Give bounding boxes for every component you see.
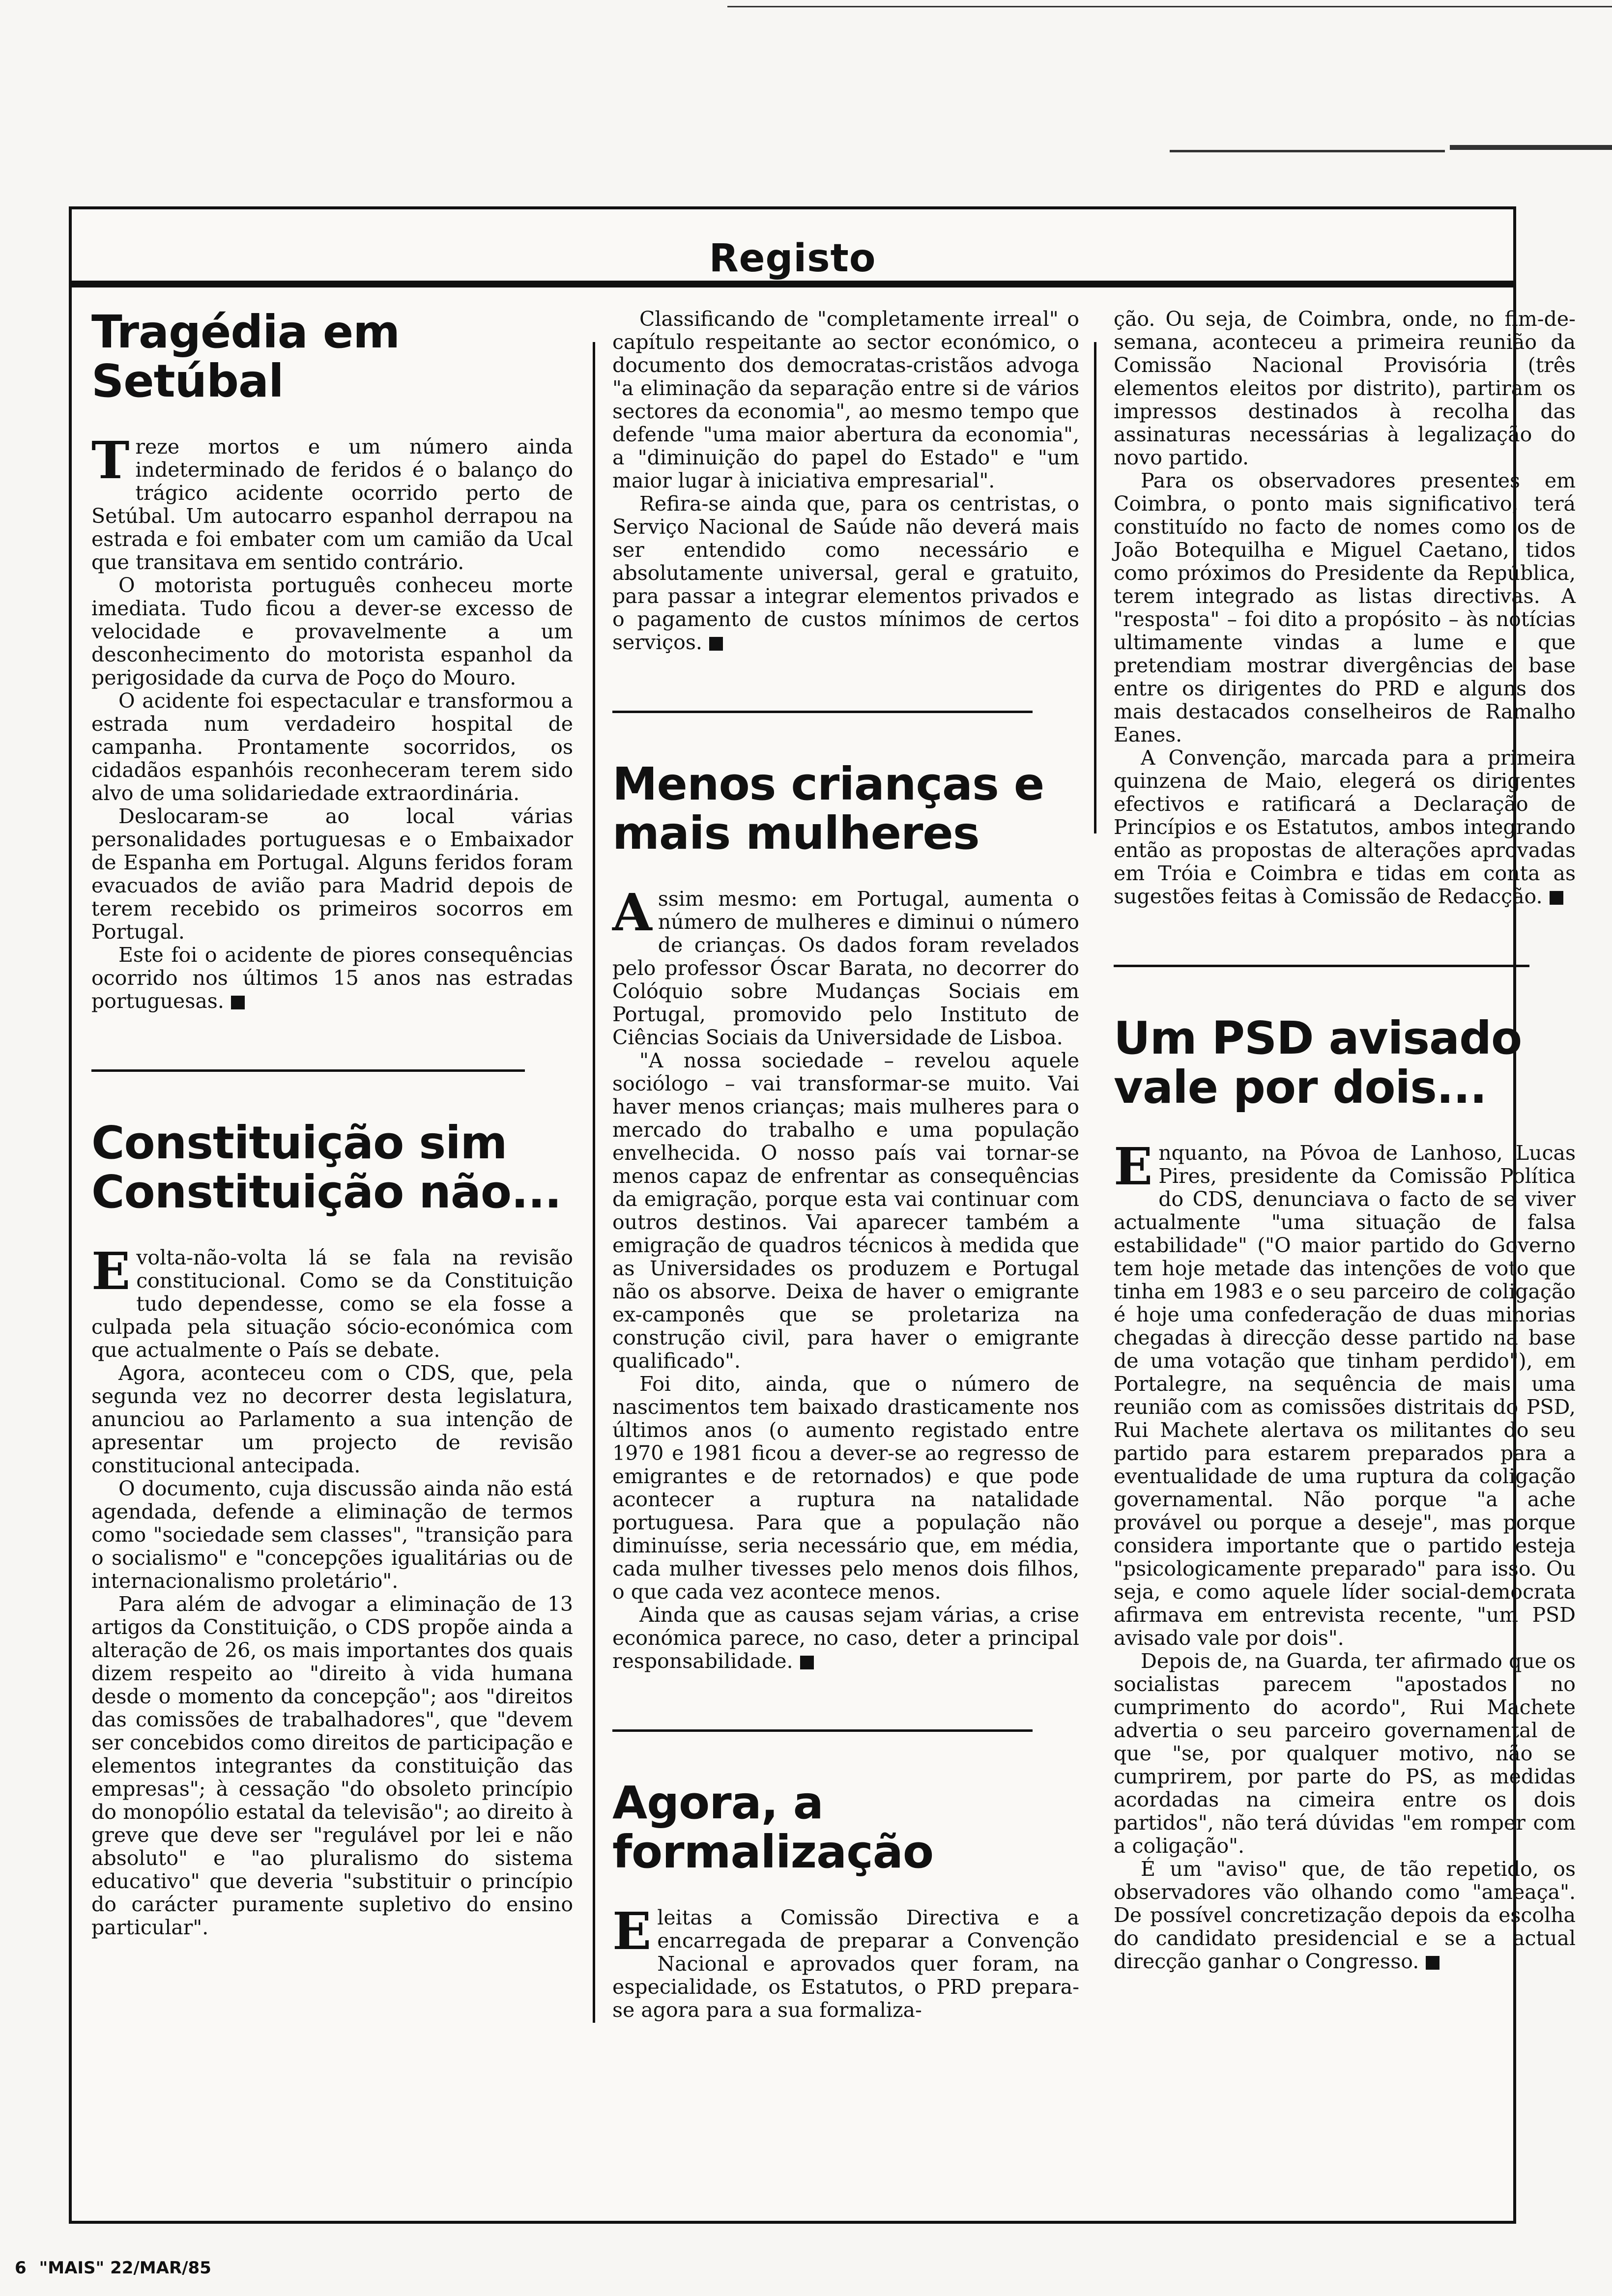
- end-mark-icon: [1426, 1956, 1439, 1970]
- drop-cap: E: [612, 1901, 652, 1961]
- end-mark-icon: [800, 1656, 814, 1669]
- drop-cap: A: [612, 882, 652, 943]
- article-lead: Enquanto, na Póvoa de Lanhoso, Lucas Pires, presidente da Comissão Política do CDS, denunciava o facto de se viver actualmente "uma situação de falsa estabilidade" ("O maior partido do Governo tem hoje metade das intenções de voto que tinha em 1983 e o seu parceiro de coligação é hoje uma confederação de duas minorias chegadas à direcção desse partido na base de uma votação que tinham perdido"), em Portalegre, na sequência de mais uma reunião com as comissões distritais do PSD, Rui Machete alertava os militantes do seu partido para estarem preparados para a eventualidade de uma ruptura da coligação governamental. Não porque "a ache provável ou porque a deseje", mas porque considera importante que o partido esteja "psicologicamente preparado" para isso. Ou seja, e como aquele líder social-democrata afirmava em entrevista recente, "um PSD avisado vale por dois".: [1114, 1136, 1576, 1650]
- article-paragraph: Ainda que as causas sejam várias, a crise económica parece, no caso, deter a principal responsabilidade.: [612, 1603, 1079, 1673]
- header-rule: [72, 281, 1513, 287]
- article-menos-criancas: [612, 760, 1079, 1673]
- section-title: Registo: [709, 236, 876, 281]
- article-paragraph: "A nossa sociedade – revelou aquele sociólogo – vai transformar-se muito. Vai haver menos crianças; mais mulheres para o mercado do trabalho e uma população envelhecida. O nosso país vai tornar-se menos capaz de enfrentar as consequências da emigração, porque esta vai continuar com outros destinos. Vai aparecer também a emigração de quadros técnicos à medida que as Universidades os produzem e Portugal não os absorve. Deixa de haver o emigrante ex-camponês que se proletariza na construção civil, para haver o emigrante qualificado".: [612, 1049, 1079, 1373]
- article-lead: Treze mortos e um número ainda indeterminado de feridos é o balanço do trágico acidente ocorrido perto de Setúbal. Um autocarro espanhol derrapou na estrada e foi embater com um camião da Ucal que transitava em sentido contrário.: [91, 430, 573, 574]
- publication-date: "MAIS" 22/MAR/85: [39, 2258, 211, 2278]
- article-paragraph: Para os observadores presentes em Coimbra, o ponto mais significativo, terá constituído no facto de nomes como os de João Botequilha e Miguel Caetano, tidos como próximos do Presidente da República, terem integrado as listas directivas. A "resposta" – foi dito a propósito – às notícias ultimamente vindas a lume e que pretendiam mostrar divergências de base entre os dirigentes do PRD e alguns dos mais destacados conselheiros de Ramalho Eanes.: [1114, 469, 1576, 746]
- drop-cap: E: [91, 1241, 131, 1301]
- article-lead: Assim mesmo: em Portugal, aumenta o número de mulheres e diminui o número de crianças. Os dados foram revelados pelo professor Óscar Barata, no decorrer do Colóquio sobre Mudanças Sociais em Portugal, promovido pelo Instituto de Ciências Sociais da Universidade de Lisboa.: [612, 882, 1079, 1049]
- scan-artifact-line: [1170, 150, 1445, 152]
- column-1: [91, 298, 573, 1939]
- article-paragraph: ção. Ou seja, de Coimbra, onde, no fim-de-semana, aconteceu a primeira reunião da Comissão Nacional Provisória (três elementos eleitos por distrito), partiram os impressos destinados à recolha das assinaturas necessárias à legalização do novo partido.: [1114, 307, 1576, 469]
- column-divider: [593, 342, 595, 2023]
- article-separator: [91, 1069, 525, 1072]
- article-paragraph: Foi dito, ainda, que o número de nascimentos tem baixado drasticamente nos últimos anos (o aumento registado entre 1970 e 1981 ficou a dever-se ao regresso de emigrantes e de retornados) e que pode acontecer a ruptura na natalidade portuguesa. Para que a população não diminuísse, seria necessário que, em média, cada mulher tivesses pelo menos dois filhos, o que cada vez acontece menos.: [612, 1372, 1079, 1604]
- article-separator: [612, 711, 1033, 713]
- article-paragraph: O motorista português conheceu morte imediata. Tudo ficou a dever-se excesso de velocidade e provavelmente a um desconhecimento do motorista espanhol da perigosidade da curva de Poço do Mouro.: [91, 574, 573, 689]
- article-paragraph: Para além de advogar a eliminação de 13 artigos da Constituição, o CDS propõe ainda a alteração de 26, os mais importantes dos quais dizem respeito ao "direito à vida humana desde o momento da concepção"; aos "direitos das comissões de trabalhadores", que "devem ser concebidos como direitos de participação e elementos integrantes da constituição das empresas"; à cessação "do obsoleto princípio do monopólio estatal da televisão"; ao direito à greve que deve ser "regulável por lei e não absoluto" e "ao pluralismo do sistema educativo" que deveria "substituir o princípio do carácter puramente supletivo do ensino particular".: [91, 1592, 573, 1939]
- article-headline: Constituição sim Constituição não...: [91, 1117, 561, 1218]
- article-paragraph: O acidente foi espectacular e transformou a estrada num verdadeiro hospital de campanha. Prontamente socorridos, os cidadãos espanhóis reconheceram terem sido alvo de uma solidariedade extraordinária.: [91, 689, 573, 805]
- article-headline: Agora, a formalização: [612, 1777, 934, 1878]
- article-separator: [1114, 965, 1529, 967]
- column-2: [612, 298, 1079, 2022]
- scan-artifact-line: [1450, 145, 1612, 150]
- end-mark-icon: [1550, 891, 1563, 905]
- article-headline: Menos crianças e mais mulheres: [612, 758, 1044, 860]
- column-3: [1114, 298, 1576, 1973]
- article-paragraph: Deslocaram-se ao local várias personalidades portuguesas e o Embaixador de Espanha em Portugal. Alguns feridos foram evacuados de avião para Madrid depois de terem recebido os primeiros socorros em Portugal.: [91, 804, 573, 944]
- article-formalizacao-continued: [1114, 308, 1576, 908]
- article-lead: Eleitas a Comissão Directiva e a encarregada de preparar a Convenção Nacional e aprovados quer foram, na especialidade, os Estatutos, o PRD prepara-se agora para a sua formaliza-: [612, 1901, 1079, 2022]
- article-headline: Um PSD avisado vale por dois...: [1114, 1012, 1522, 1114]
- scan-artifact-line: [727, 6, 1612, 7]
- article-formalizacao: [612, 1779, 1079, 2022]
- article-psd: [1114, 1014, 1576, 1973]
- page-footer: [15, 2258, 211, 2278]
- article-separator: [612, 1729, 1033, 1732]
- registo-section-frame: [69, 206, 1576, 2224]
- article-paragraph: A Convenção, marcada para a primeira quinzena de Maio, elegerá os dirigentes efectivos e ratificará a Declaração de Princípios e os Estatutos, ambos integrando então as propostas de alterações aprovadas em Tróia e Coimbra e tidas em conta as sugestões feitas à Comissão de Redacção.: [1114, 746, 1576, 908]
- article-paragraph: Refira-se ainda que, para os centristas, o Serviço Nacional de Saúde não deverá mais ser entendido como necessário e absolutamente universal, geral e gratuito, para passar a integrar elementos privados e o pagamento de custos mínimos de certos serviços.: [612, 492, 1079, 654]
- article-tragedia: [91, 308, 573, 1013]
- article-lead: Evolta-não-volta lá se fala na revisão constitucional. Como se da Constituição tudo dependesse, como se ela fosse a culpada pela situação sócio-económica com que actualmente o País se debate.: [91, 1241, 573, 1362]
- column-divider: [1094, 342, 1096, 833]
- article-constituicao-continued: [612, 308, 1079, 654]
- article-headline: Tragédia em Setúbal: [91, 306, 400, 407]
- article-constituicao: [91, 1119, 573, 1939]
- article-paragraph: Este foi o acidente de piores consequências ocorrido nos últimos 15 anos nas estradas portuguesas.: [91, 943, 573, 1013]
- end-mark-icon: [231, 996, 245, 1009]
- article-paragraph: Agora, aconteceu com o CDS, que, pela segunda vez no decorrer desta legislatura, anunciou ao Parlamento a sua intenção de apresentar um projecto de revisão constitucional antecipada.: [91, 1361, 573, 1477]
- article-paragraph: Classificando de "completamente irreal" o capítulo respeitante ao sector económico, o documento dos democratas-cristãos advoga "a eliminação da separação entre si de vários sectores da economia", ao mesmo tempo que defende "uma maior abertura da economia", a "diminuição do papel do Estado" e "um maior lugar à iniciativa empresarial".: [612, 307, 1079, 492]
- end-mark-icon: [709, 637, 723, 651]
- article-paragraph: Depois de, na Guarda, ter afirmado que os socialistas parecem "apostados no cumprimento do acordo", Rui Machete advertia o seu parceiro governamental de que "se, por qualquer motivo, não se cumprirem, por parte do PS, as medidas acordadas na cimeira entre os dois partidos", não terá dúvidas "em romper com a coligação".: [1114, 1649, 1576, 1858]
- page-number: 6: [15, 2258, 27, 2278]
- drop-cap: E: [1114, 1136, 1153, 1197]
- article-paragraph: É um "aviso" que, de tão repetido, os observadores vão olhando como "ameaça". De possível concretização depois da escolha do candidato presidencial e se a actual direcção ganhar o Congresso.: [1114, 1857, 1576, 1973]
- drop-cap: T: [91, 430, 130, 490]
- article-paragraph: O documento, cuja discussão ainda não está agendada, defende a eliminação de termos como "sociedade sem classes", "transição para o socialismo" e "concepções igualitárias ou de internacionalismo proletário".: [91, 1477, 573, 1593]
